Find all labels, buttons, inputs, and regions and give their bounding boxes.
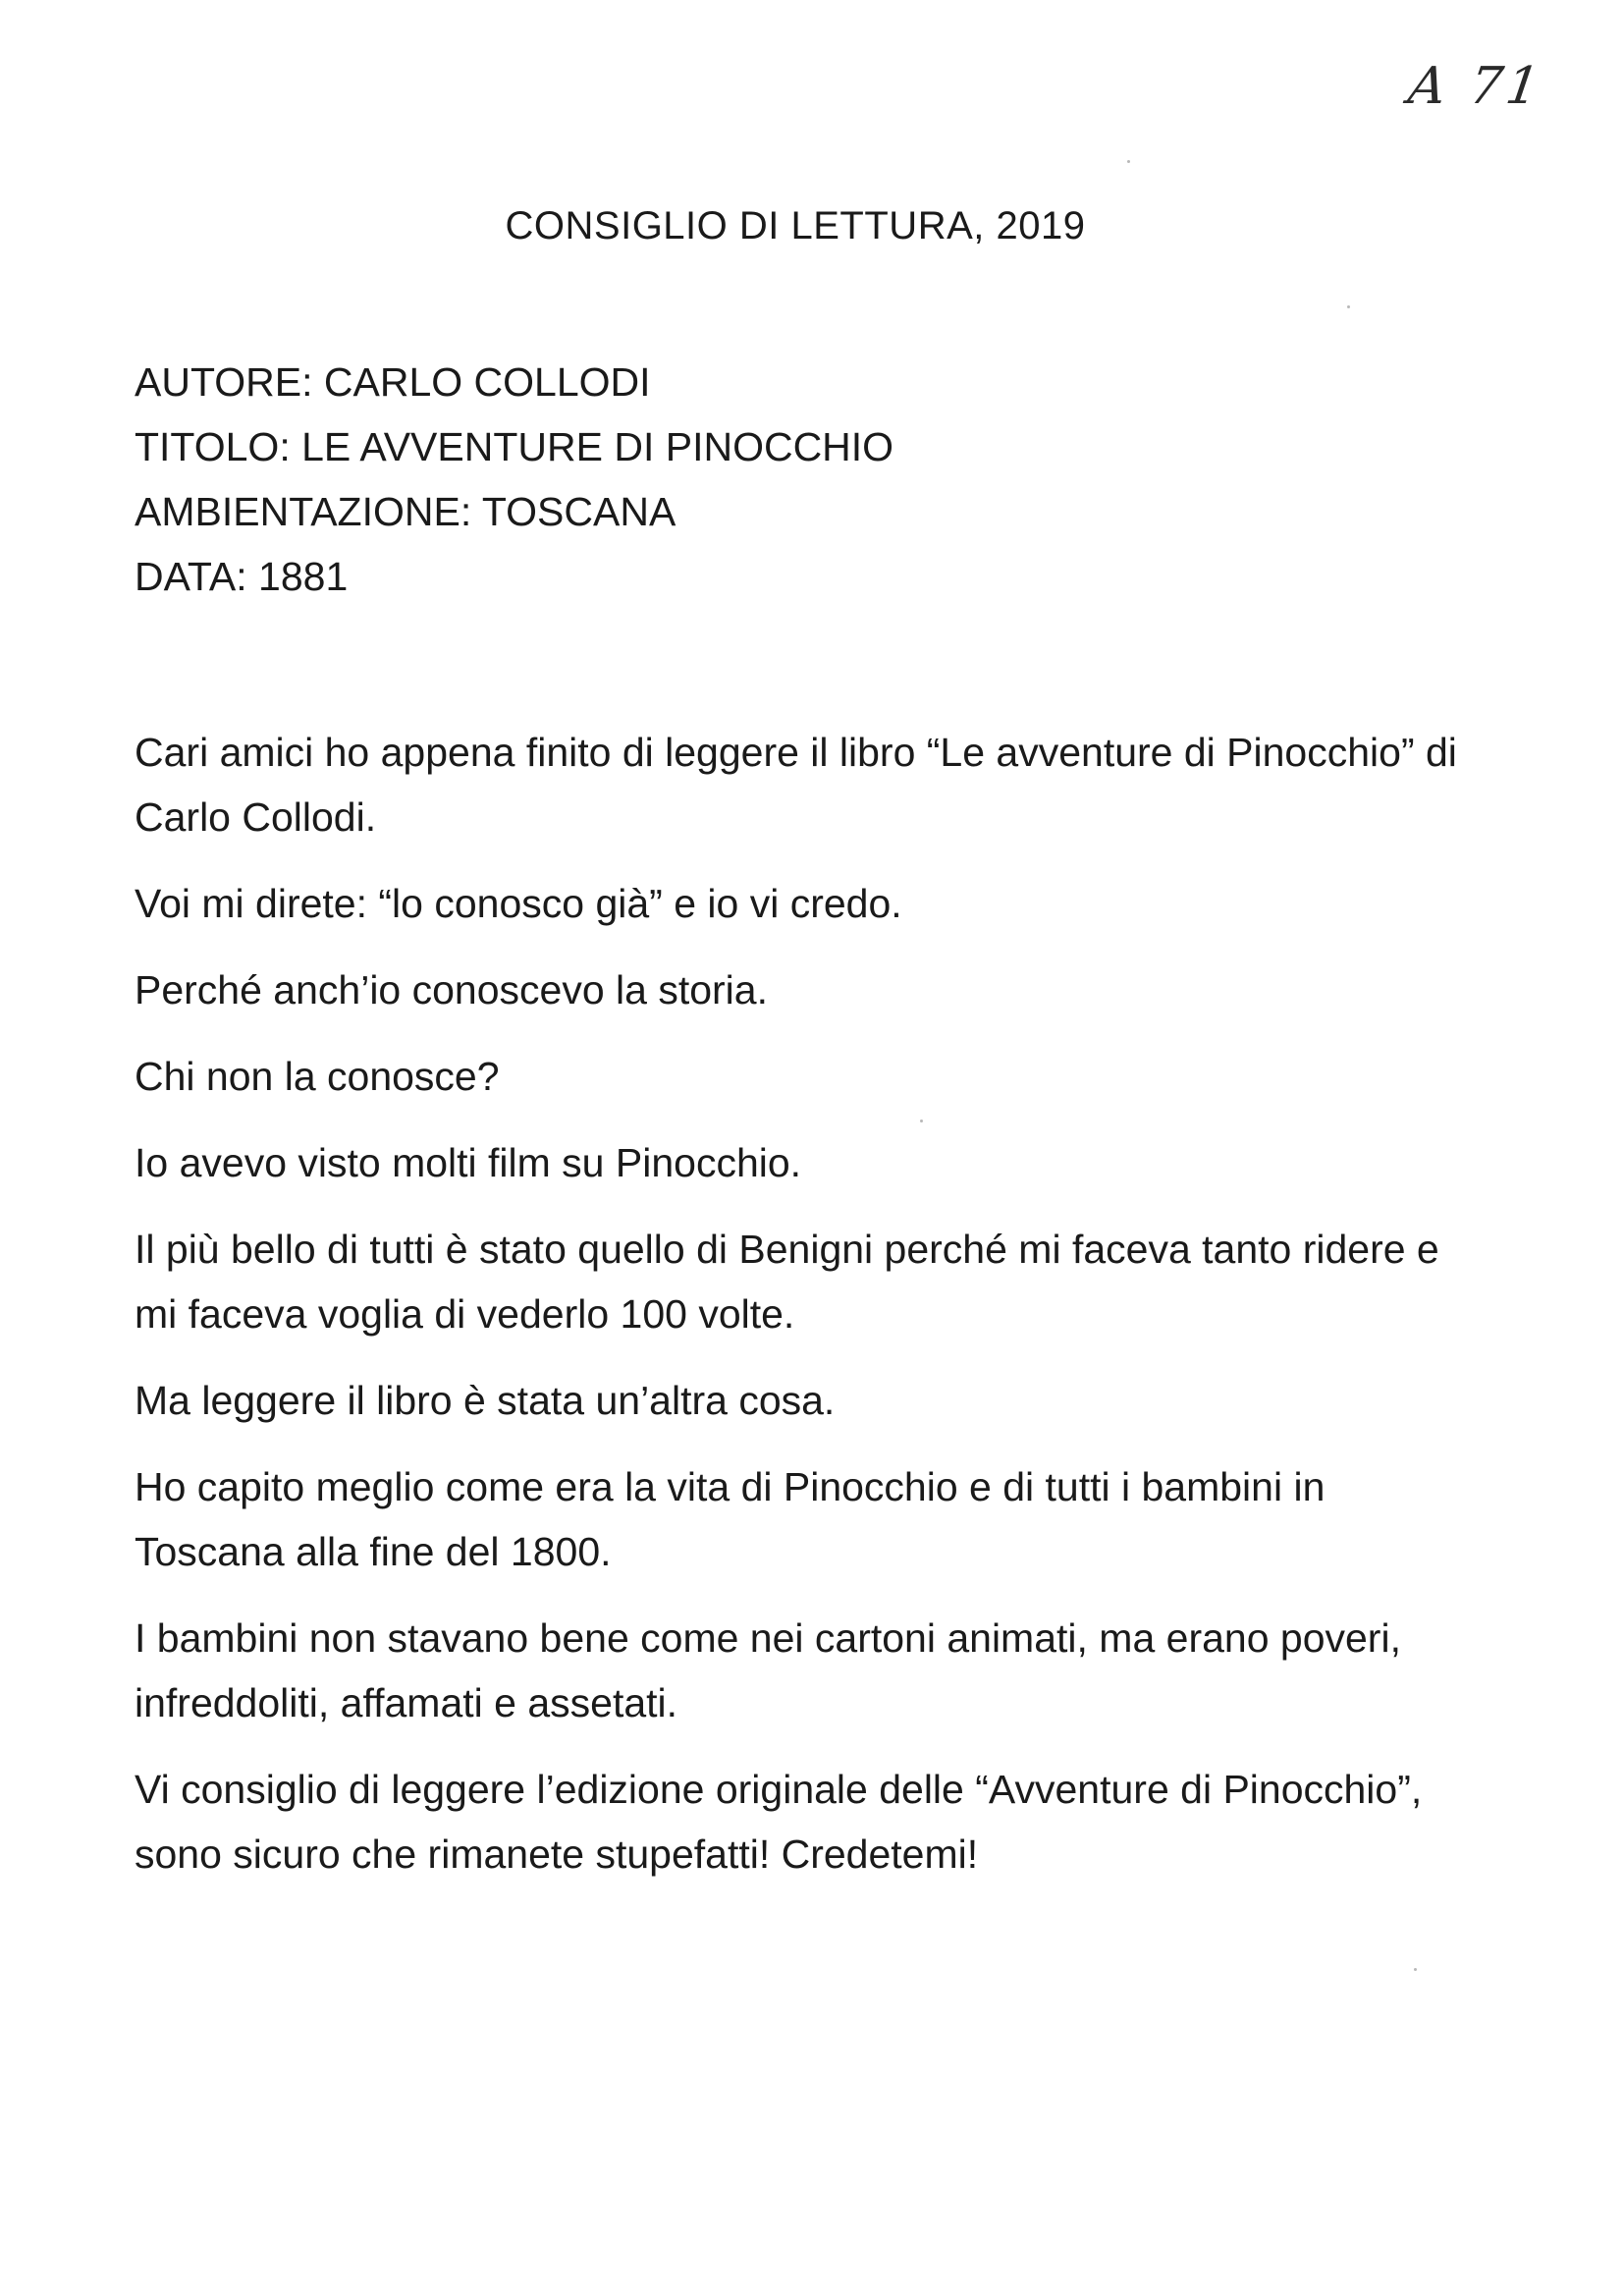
- paragraph: Cari amici ho appena finito di leggere il libro “Le avventure di Pinocchio” di Carlo Collodi.: [135, 730, 1457, 840]
- paragraph: Io avevo visto molti film su Pinocchio.: [135, 1140, 802, 1185]
- book-metadata: [135, 350, 893, 609]
- handwritten-code: A 71: [1404, 57, 1547, 116]
- paragraph: Vi consiglio di leggere l’edizione originale delle “Avventure di Pinocchio”, sono sicuro che rimanete stupefatti! Credetemi!: [135, 1767, 1423, 1877]
- meta-date: DATA: 1881: [135, 554, 349, 599]
- scan-speck: [1414, 1968, 1417, 1971]
- scan-speck: [1347, 305, 1350, 308]
- review-body: [135, 720, 1470, 1908]
- meta-title: TITOLO: LE AVVENTURE DI PINOCCHIO: [135, 424, 894, 469]
- paragraph: Ma leggere il libro è stata un’altra cosa.: [135, 1378, 836, 1423]
- meta-author: AUTORE: CARLO COLLODI: [135, 359, 651, 405]
- paragraph: Chi non la conosce?: [135, 1054, 500, 1099]
- paragraph: Il più bello di tutti è stato quello di Benigni perché mi faceva tanto ridere e mi faceva voglia di vederlo 100 volte.: [135, 1227, 1439, 1337]
- paragraph: Ho capito meglio come era la vita di Pinocchio e di tutti i bambini in Toscana alla fine del 1800.: [135, 1464, 1325, 1574]
- scan-speck: [1127, 160, 1130, 163]
- paragraph: Voi mi direte: “lo conosco già” e io vi credo.: [135, 881, 902, 926]
- paragraph: Perché anch’io conoscevo la storia.: [135, 967, 768, 1012]
- page-title: CONSIGLIO DI LETTURA, 2019: [505, 204, 1086, 247]
- paragraph: I bambini non stavano bene come nei cartoni animati, ma erano poveri, infreddoliti, affamati e assetati.: [135, 1615, 1401, 1725]
- scan-speck: [920, 1120, 923, 1122]
- meta-setting: AMBIENTAZIONE: TOSCANA: [135, 489, 676, 534]
